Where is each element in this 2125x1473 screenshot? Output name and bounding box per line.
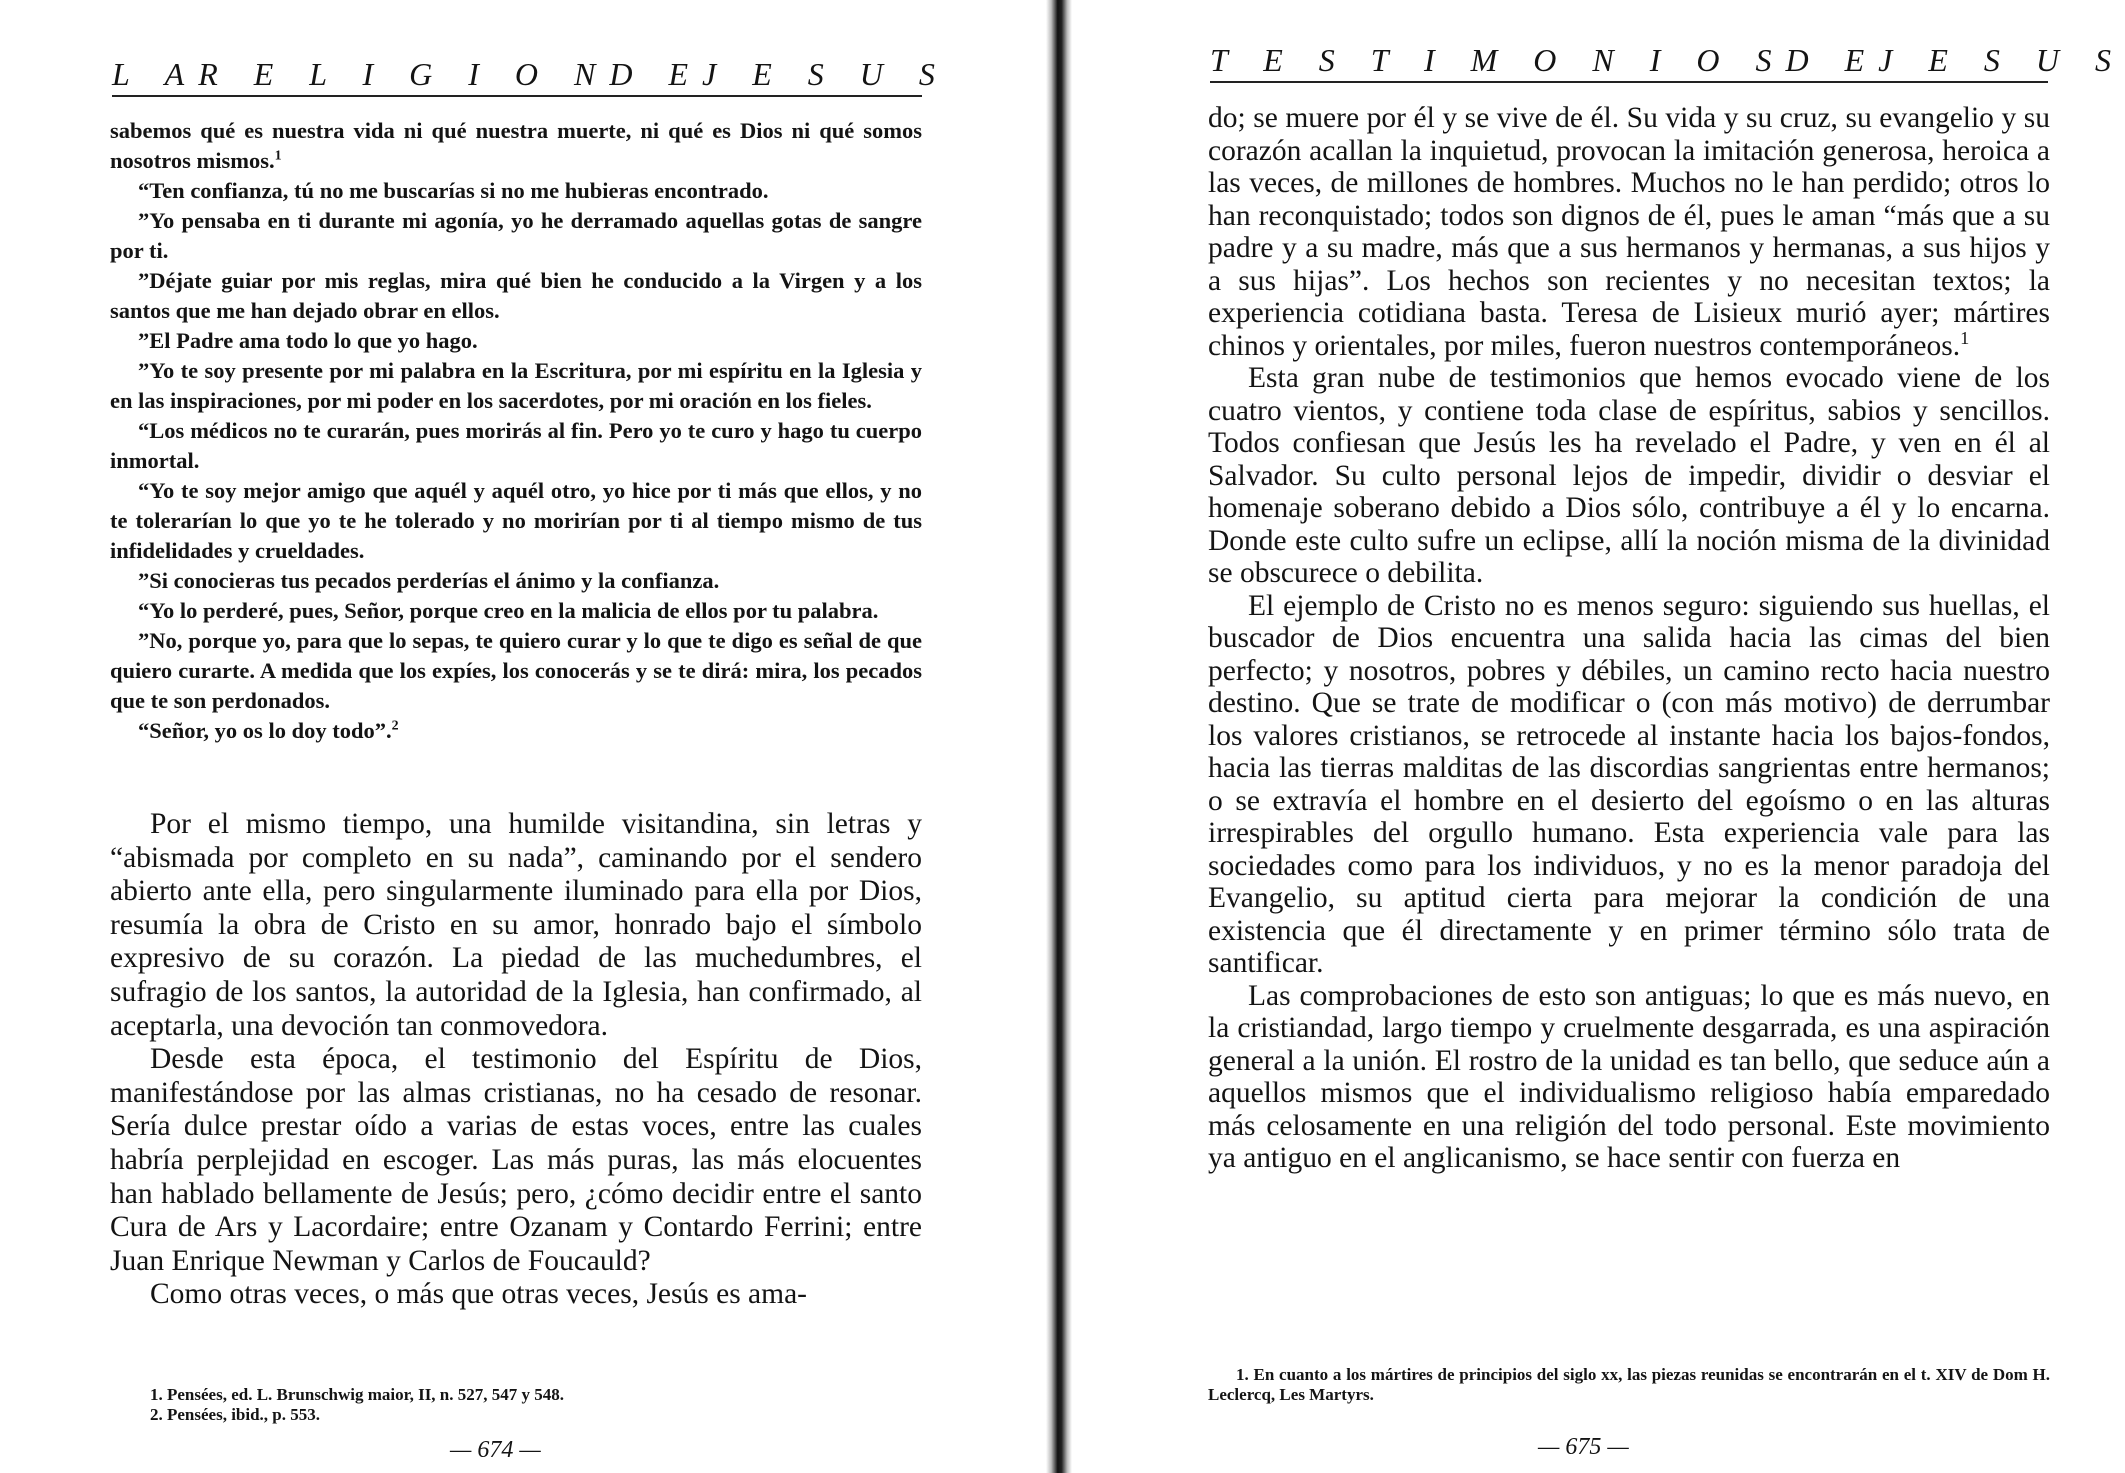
paragraph: Esta gran nube de testimonios que hemos evocado viene de los cuatro vientos, y contiene toda clase de espíritus, sabios y sencillos. Todos confiesan que Jesús les ha revelado el Padre, y ven en él al Salvador. Su culto personal lejos de impedir, dividir o desviar el homenaje soberano debido a Dios sólo, contribuye a él y lo encarna. Donde este culto sufre un eclipse, allí la noción misma de la divinidad se obscurece o debilita. xyxy=(1208,362,2050,589)
quote-paragraph: “Yo te soy mejor amigo que aquél y aquél otro, yo hice por ti más que ellos, y no te tolerarían lo que yo te he tolerado y no morirían por ti al tiempo mismo de tus infidelidades y crueldades. xyxy=(110,478,922,563)
page-number: — 675 — xyxy=(1538,1434,1629,1460)
footnote: 1. En cuanto a los mártires de principios del siglo xx, las piezas reunidas se encontrarán en el t. XIV de Dom H. Leclercq, Les Martyrs. xyxy=(1208,1365,2050,1404)
running-head-word: J E S U S xyxy=(1878,42,2125,78)
footnotes xyxy=(1208,1365,2050,1405)
running-head-word: D E xyxy=(609,56,703,92)
quote-paragraph: “Los médicos no te curarán, pues morirás al fin. Pero yo te curo y hago tu cuerpo inmortal. xyxy=(110,418,922,473)
main-text xyxy=(1208,102,2050,1175)
paragraph: Como otras veces, o más que otras veces, Jesús es ama- xyxy=(150,1278,808,1311)
paragraph: El ejemplo de Cristo no es menos seguro: siguiendo sus huellas, el buscador de Dios encuentra una salida hacia las cimas del bien perfecto; y nosotros, pobres y débiles, un camino recto hacia nuestro destino. Que se trate de modificar o (con más motivo) de derrumbar los valores cristianos, se retrocede al instante hacia los bajos-fondos, hacia las tierras malditas de las discordias sangrientas entre hermanos; o se extravía el hombre en el desierto del egoísmo o en las alturas irrespirables del orgullo humano. Esta experiencia vale para las sociedades como para los individuos, y no es la menor paradoja del Evangelio, su aptitud cierta para mejorar la condición de una existencia que él directamente y en primer término sólo trata de santificar. xyxy=(1208,589,2050,979)
quote-paragraph: “Señor, yo os lo doy todo”.$^2$ xyxy=(138,718,399,743)
quote-paragraph: ”El Padre ama todo lo que yo hago. xyxy=(138,328,478,353)
footnote-mark: 1 xyxy=(274,148,282,164)
running-head-word: J E S U S xyxy=(702,56,949,92)
paragraph: do; se muere por él y se vive de él. Su vida y su cruz, su evangelio y su corazón acallan la inquietud, provocan la imitación generosa, heroica a las veces, de millones de hombres. Muchos no le han perdido; otros lo han reconquistado; todos son dignos de él, pues le aman “más que a su padre y a su madre, más que a sus hermanos y hermanas, a sus hijos y a sus hijas”. Los hechos son recientes y no necesitan textos; la experiencia cotidiana basta. Teresa de Lisieux murió ayer; mártires chinos y orientales, por miles, fueron nuestros contemporáneos.$^1$ xyxy=(1208,102,2050,362)
quote-paragraph: “Ten confianza, tú no me buscarías si no me hubieras encontrado. xyxy=(138,178,769,203)
main-text xyxy=(110,808,922,1312)
quote-paragraph: ”No, porque yo, para que lo sepas, te quiero curar y lo que te digo es señal de que quiero curarte. A medida que los expíes, los conocerás y se te dirá: mira, los pecados que te son perdonados. xyxy=(110,628,922,713)
running-head-word: L A xyxy=(112,56,199,92)
footnote-mark: 1 xyxy=(1960,327,1970,348)
footnote: 1. Pensées, ed. L. Brunschwig maior, II, n. 527, 547 y 548. xyxy=(150,1385,565,1404)
running-head xyxy=(112,56,949,97)
quote-paragraph: sabemos qué es nuestra vida ni qué nuestra muerte, ni qué es Dios ni qué somos nosotros mismos.$^1$ xyxy=(110,118,922,173)
running-head-word: T E S T I M O N I O S xyxy=(1210,42,1786,78)
quote-paragraph: ”Yo te soy presente por mi palabra en la Escritura, por mi espíritu en la Iglesia y en las inspiraciones, por mi poder en los sacerdotes, por mi oración en los fieles. xyxy=(110,358,922,413)
page-number: — 674 — xyxy=(450,1437,541,1463)
paragraph: Las comprobaciones de esto son antiguas; lo que es más nuevo, en la cristiandad, largo tiempo y cruelmente desgarrada, es una aspiración general a la unión. El rostro de la unidad es tan bello, que seduce aún a aquellos mismos que el individualismo religioso había emparedado más celosamente en una religión del todo personal. Este movimiento ya antiguo en el anglicanismo, se hace sentir con fuerza en xyxy=(1208,979,2050,1174)
quote-paragraph: ”Yo pensaba en ti durante mi agonía, yo he derramado aquellas gotas de sangre por ti. xyxy=(110,208,922,263)
quote-paragraph: “Yo lo perderé, pues, Señor, porque creo en la malicia de ellos por tu palabra. xyxy=(138,598,879,623)
running-head-word: R E L I G I O N xyxy=(198,56,610,92)
footnote-mark: 2 xyxy=(391,718,399,734)
running-head-word: D E xyxy=(1785,42,1879,78)
running-head xyxy=(1210,42,2125,83)
right-page xyxy=(1068,0,2125,1473)
quote-paragraph: ”Déjate guiar por mis reglas, mira qué bien he conducido a la Virgen y a los santos que me han dejado obrar en ellos. xyxy=(110,268,922,323)
quoted-passage xyxy=(110,116,922,746)
paragraph: Desde esta época, el testimonio del Espíritu de Dios, manifestándose por las almas cristianas, no ha cesado de resonar. Sería dulce prestar oído a varias de estas voces, entre las cuales habría perplejidad en escoger. Las más puras, las más elocuentes han hablado bellamente de Jesús; pero, ¿cómo decidir entre el santo Cura de Ars y Lacordaire; entre Ozanam y Contardo Ferrini; entre Juan Enrique Newman y Carlos de Foucauld? xyxy=(110,1043,922,1277)
footnote: 2. Pensées, ibid., p. 553. xyxy=(150,1405,321,1424)
left-page xyxy=(0,0,1050,1473)
paragraph: Por el mismo tiempo, una humilde visitandina, sin letras y “abismada por completo en su nada”, caminando por el sendero abierto ante ella, pero singularmente iluminado para ella por Dios, resumía la obra de Cristo en su amor, honrado bajo el símbolo expresivo de su corazón. La piedad de las muchedumbres, el sufragio de los santos, la autoridad de la Iglesia, han confirmado, al aceptarla, una devoción tan conmovedora. xyxy=(110,808,922,1042)
footnotes xyxy=(150,1385,850,1425)
quote-paragraph: ”Si conocieras tus pecados perderías el ánimo y la confianza. xyxy=(138,568,720,593)
